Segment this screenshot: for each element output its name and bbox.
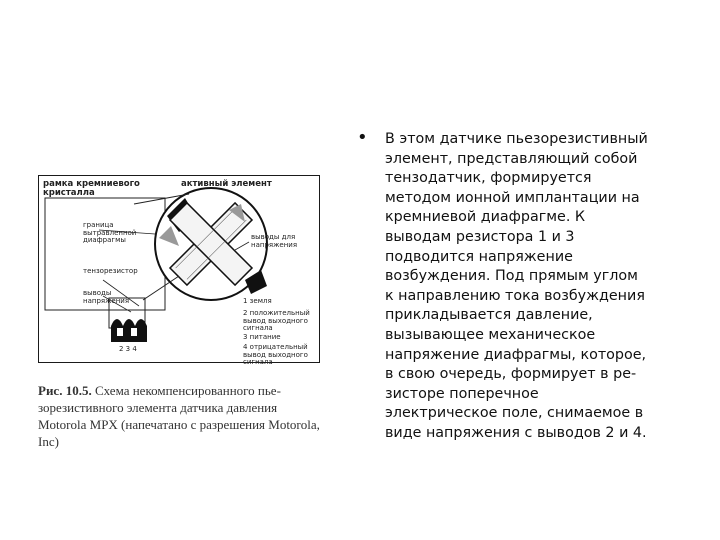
- legend-item-3: 3 питание: [243, 333, 281, 341]
- figure-number: Рис. 10.5.: [38, 383, 92, 398]
- tensoresistor-label: тензорезистор: [83, 267, 138, 275]
- pin-numbers-label: 2 3 4: [119, 345, 137, 353]
- leader-line-bottom: [143, 276, 179, 300]
- bullet-marker: •: [357, 127, 368, 148]
- figure-caption-text: Схема некомпенсированного пье-зорезистивного элемента датчика давления Motorola MPX (напечатано с разрешения Motorola, Inc): [38, 383, 320, 449]
- figure-caption: [38, 382, 328, 450]
- legend-item-1: 1 земля: [243, 297, 272, 305]
- diaphragm-boundary-label: граница вытравленной диафрагмы: [83, 221, 137, 244]
- voltage-leads-label: выводы напряжения: [83, 289, 130, 305]
- resistor-chip-shape: [111, 319, 147, 342]
- excitation-leads-label: выводы для напряжения: [251, 233, 298, 249]
- legend-item-4: 4 отрицательный вывод выходного сигнала: [243, 343, 308, 366]
- bullet-paragraph: В этом датчике пьезорезистивный элемент, представляющий собой тензодатчик, формируется методом ионной имплантации на кремниевой диафрагме. К выводам резистора 1 и 3 подводится напряжение возбуждения. Под прямым углом к направлению тока возбуждения прикладывается давление, вызывающее механическое напряжение диафрагмы, которое, в свою очередь, формирует в ре- зисторе поперечное электрическое поле, снимаемое в виде напряжения с выводов 2 и 4.: [385, 131, 648, 441]
- chip-frame-label: рамка кремниевого кристалла: [43, 179, 140, 198]
- sensor-diagram-figure: [38, 175, 320, 366]
- legend-item-2: 2 положительный вывод выходного сигнала: [243, 309, 310, 332]
- active-element-label: активный элемент: [181, 179, 272, 189]
